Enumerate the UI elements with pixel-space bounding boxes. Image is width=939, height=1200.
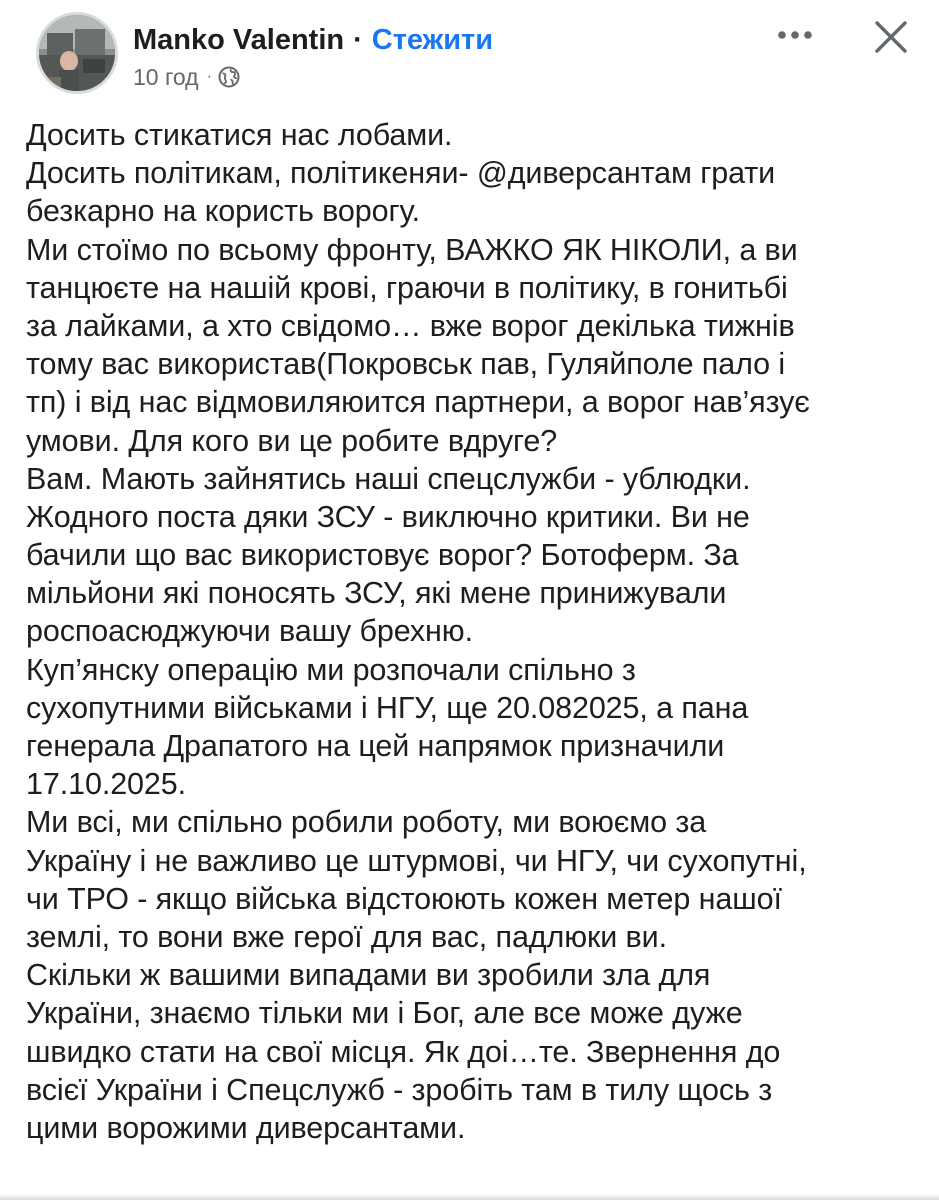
author-name[interactable]: Manko Valentin [133,23,345,56]
post-text-line: цими ворожими диверсантами. [26,1110,466,1145]
meta-separator: · [206,68,212,85]
post-text-line: 17.10.2025. [26,767,187,802]
post-text-line: всієї України і Спецслужб - зробіть там в тилу щось з [26,1072,773,1107]
follow-button[interactable]: Стежити [371,23,494,56]
author-separator: · [353,23,363,56]
post-header [0,0,939,110]
post-text-line: Жодного поста дяки ЗСУ - виключно критики. Ви не [26,499,750,534]
post-body-text [26,116,931,1147]
post-text-line: Вам. Мають зайнятись наші спецслужби - ублюдки. [26,461,751,496]
post-bottom-divider [0,1194,939,1200]
post-text-line: Досить стикатися нас лобами. [26,118,453,152]
post-text-line: чи ТРО - якщо війська відстоюють кожен метер нашої [26,881,782,916]
avatar-photo [39,15,115,91]
globe-icon[interactable] [218,66,240,88]
post-text-line: швидко стати на свої місця. Як доі…те. Звернення до [26,1034,781,1069]
post-timestamp[interactable]: 10 год [133,63,199,90]
post-text-line: України, знаємо тільки ми і Бог, але все може дуже [26,996,743,1031]
post-text-line: Україну і не важливо це штурмові, чи НГУ, чи сухопутні, [26,843,807,878]
post-text-line: танцюєте на нашій крові, граючи в політику, в гонитьбі [26,270,788,305]
post-text-line: мільйони які поносять ЗСУ, які мене принижували [26,576,727,611]
post-text-line: роспоасюджуючи вашу брехню. [26,614,473,649]
close-icon[interactable] [866,14,916,60]
avatar[interactable] [36,12,118,94]
post-text-line: Скільки ж вашими випадами ви зробили зла для [26,958,711,993]
post-text-line: генерала Драпатого на цей напрямок призначили [26,729,725,763]
author-line [133,20,493,60]
post-text-line: тому вас використав(Покровськ пав, Гуляйполе пало і [26,347,786,382]
more-options-icon[interactable] [770,18,820,52]
post-text-line: за лайками, а хто свідомо… вже ворог декілька тижнів [26,308,795,343]
post-text-line: землі, то вони вже герої для вас, падлюки ви. [26,919,667,954]
post-text-line: Куп’янску операцію ми розпочали спільно з [26,652,636,687]
post-meta [133,60,240,94]
post-text-line: Ми стоїмо по всьому фронту, ВАЖКО ЯК НІКОЛИ, а ви [26,232,798,267]
post-text-line: бачили що вас використовує ворог? Ботоферм. За [26,538,739,573]
post-text-line: безкарно на користь ворогу. [26,194,420,229]
post-text-line: Досить політикам, політикеняи- @диверсантам грати [26,156,776,191]
post-text-line: сухопутними військами і НГУ, ще 20.082025, а пана [26,690,749,725]
post-text-line: умови. Для кого ви це робите вдруге? [26,423,558,458]
post-text-line: тп) і від нас відмовиляюится партнери, а ворог нав’язує [26,385,810,420]
post-text-line: Ми всі, ми спільно робили роботу, ми воюємо за [26,805,707,840]
